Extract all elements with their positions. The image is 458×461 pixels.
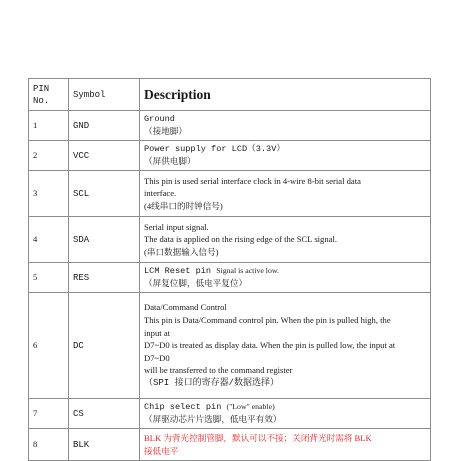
desc-line (144, 265, 426, 278)
pin-number: 7 (29, 399, 69, 429)
pin-no-header (29, 79, 69, 111)
desc-line: Serial input signal. (144, 221, 209, 232)
desc-line: （屏驱动芯片片选脚，低电平有效） (144, 414, 282, 425)
symbol-header: Symbol (69, 79, 140, 111)
pin-number: 3 (29, 171, 69, 217)
desc-line: D7~D0 is treated as display data. When the pin is pulled low, the input at (144, 340, 396, 351)
pin-description (140, 111, 431, 141)
desc-line-note: Signal is active low. (216, 265, 279, 275)
pin-description (140, 171, 431, 217)
pin-symbol: DC (69, 293, 140, 399)
desc-line: （SPI 接口的寄存器/数据选择） (144, 377, 280, 388)
pin-symbol: CS (69, 399, 140, 429)
pin-symbol: BLK (69, 429, 140, 461)
pin-description (140, 141, 431, 171)
desc-line: (4线串口的时钟信号) (144, 200, 223, 211)
desc-line: Data/Command Control (144, 302, 227, 313)
table-row (29, 263, 431, 293)
table-row (29, 399, 431, 429)
pin-table (28, 78, 431, 461)
pin-description (140, 263, 431, 293)
desc-line: The data is applied on the rising edge of the SCL signal. (144, 234, 337, 245)
pin-symbol: SCL (69, 171, 140, 217)
desc-line: Power supply for LCD（3.3V） (144, 143, 285, 154)
pin-number: 6 (29, 293, 69, 399)
pin-header-line1: PIN (33, 83, 50, 94)
desc-line: （接地脚） (144, 126, 187, 137)
table-row (29, 429, 431, 461)
warning-line: BLK 为背光控制管脚，默认可以不接；关闭背光时需将 BLK (144, 432, 372, 443)
pin-description (140, 217, 431, 263)
pin-number: 1 (29, 111, 69, 141)
desc-line: D7~D0 (144, 352, 170, 363)
pin-number: 5 (29, 263, 69, 293)
desc-line: (串口数据输入信号) (144, 246, 219, 257)
desc-line-mono: LCM Reset pin (144, 265, 217, 276)
pin-symbol: RES (69, 263, 140, 293)
table-row (29, 293, 431, 399)
desc-line: （屏供电脚） (144, 156, 196, 167)
pin-symbol: GND (69, 111, 140, 141)
desc-line: will be transferred to the command register (144, 365, 293, 376)
desc-line: input at (144, 327, 171, 338)
desc-line (144, 401, 426, 414)
pin-number: 4 (29, 217, 69, 263)
table-header-row (29, 79, 431, 111)
pin-description-warning (140, 429, 431, 461)
desc-line: （屏复位脚，低电平复位） (144, 278, 248, 289)
desc-line: This pin is Data/Command control pin. When the pin is pulled high, the (144, 315, 391, 326)
desc-line: interface. (144, 188, 177, 199)
desc-line-note: ("Low" enable) (226, 401, 275, 411)
warning-line: 接低电平 (144, 445, 179, 456)
pin-symbol: VCC (69, 141, 140, 171)
table-row (29, 141, 431, 171)
pin-number: 2 (29, 141, 69, 171)
table-row (29, 171, 431, 217)
desc-line-mono: Chip select pin (144, 401, 227, 412)
pin-symbol: SDA (69, 217, 140, 263)
pin-description (140, 399, 431, 429)
pin-number: 8 (29, 429, 69, 461)
table-row (29, 217, 431, 263)
description-header: Description (140, 79, 431, 111)
table-row (29, 111, 431, 141)
pin-header-line2: No. (33, 95, 50, 106)
desc-line: This pin is used serial interface clock in 4-wire 8-bit serial data (144, 175, 361, 186)
desc-line: Ground (144, 113, 175, 124)
pin-description (140, 293, 431, 399)
